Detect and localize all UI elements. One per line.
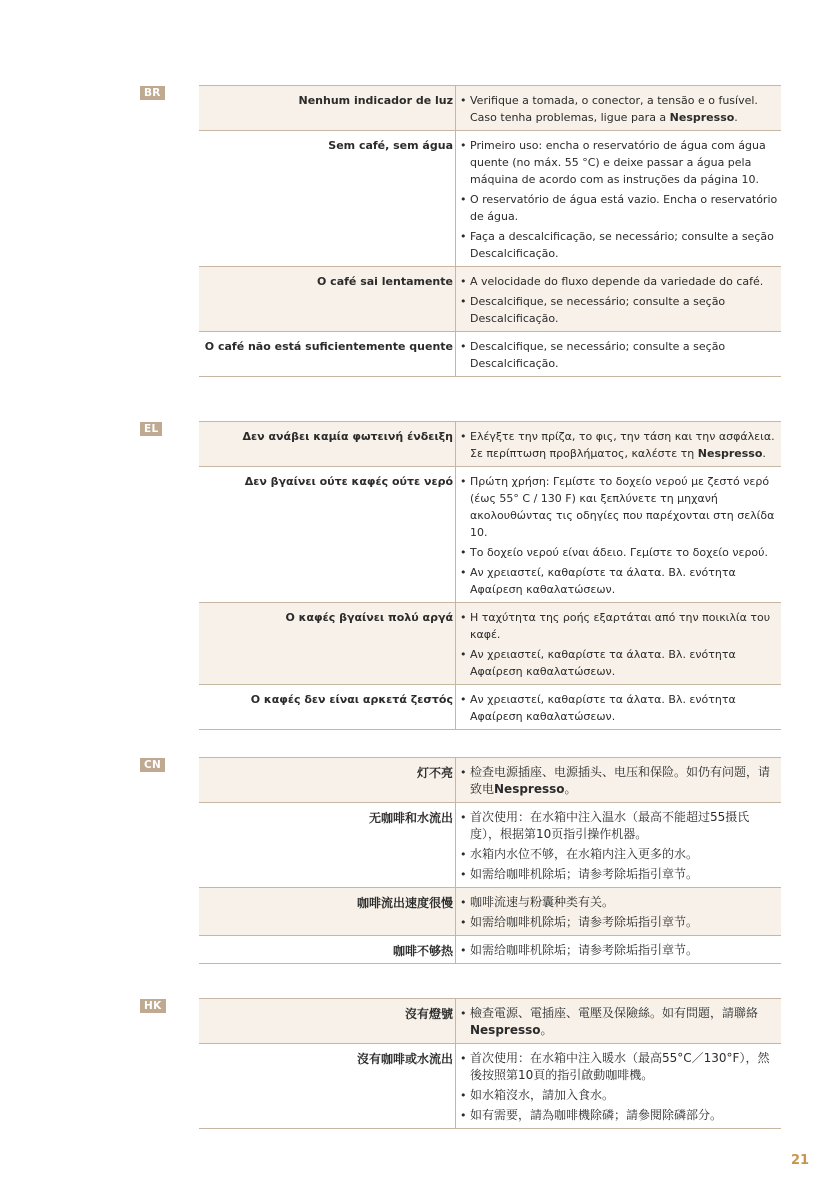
solution-item: • 如水箱沒水，請加入食水。 [460,1088,615,1102]
problem-cell: 咖啡流出速度很慢 [356,896,453,910]
troubleshooting-table-hk [199,998,781,1129]
solution-item: • 水箱内水位不够，在水箱内注入更多的水。 [460,847,699,861]
language-tag-cn: CN [140,758,165,772]
troubleshooting-table-el [199,421,781,730]
table-row [199,936,781,964]
table-row [199,267,781,332]
solution-item: • Η ταχύτητα της ροής εξαρτάται από την ποικιλία του καφέ. [460,611,771,641]
problem-cell: O café não está suficientemente quente [204,340,453,353]
solution-item: • 首次使用：在水箱中注入温水（最高不能超过55摄氏度），根据第10页指引操作机器。 [460,810,750,841]
solution-item: • Το δοχείο νερού είναι άδειο. Γεμίστε το δοχείο νερού. [460,546,769,559]
solution-item: • 如需给咖啡机除垢；请参考除垢指引章节。 [460,943,699,957]
table-row [199,803,781,888]
problem-cell: 咖啡不够热 [392,944,453,958]
table-row [199,422,781,467]
solution-item: • Primeiro uso: encha o reservatório de água com água quente (no máx. 55 °C) e deixe passar a água pela máquina de acordo com as instruções da página 10. [460,139,766,186]
solution-item: • Αν χρειαστεί, καθαρίστε τα άλατα. Βλ. ενότητα Αφαίρεση καθαλατώσεων. [460,648,736,678]
problem-cell: Ο καφές δεν είναι αρκετά ζεστός [250,693,453,706]
table-row [199,86,781,131]
solution-item: • Πρώτη χρήση: Γεμίστε το δοχείο νερού με ζεστό νερό (έως 55° C / 130 F) και ξεπλύνετε τη μηχανή ακολουθώντας τις οδηγίες που παρέχονται στη σελίδα 10. [460,475,775,539]
problem-cell: 灯不亮 [416,766,453,780]
table-row [199,888,781,936]
table-row [199,1044,781,1129]
solution-item: • 如有需要，請為咖啡機除磷；請參閱除磷部分。 [460,1108,723,1122]
solution-item: • Αν χρειαστεί, καθαρίστε τα άλατα. Βλ. ενότητα Αφαίρεση καθαλατώσεων. [460,693,736,723]
problem-cell: Δεν βγαίνει ούτε καφές ούτε νερό [244,475,453,488]
solution-item: • 首次使用：在水箱中注入暖水（最高55°C／130°F），然後按照第10頁的指引啟動咖啡機。 [460,1051,770,1082]
solution-item: • Ελέγξτε την πρίζα, το φις, την τάση και την ασφάλεια. Σε περίπτωση προβλήματος, καλέστε τη Nespresso. [460,430,775,460]
table-row [199,603,781,685]
solution-item: • Faça a descalcificação, se necessário; consulte a seção Descalcificação. [460,230,774,260]
brand-name: Nespresso [494,782,565,796]
problem-cell: Sem café, sem água [328,139,453,152]
solution-item: • 咖啡流速与粉囊种类有关。 [460,895,615,909]
brand-name: Nespresso [470,1023,541,1037]
solution-item: • Descalcifique, se necessário; consulte a seção Descalcificação. [460,295,726,325]
language-tag-el: EL [140,422,162,436]
solution-item: • 如需给咖啡机除垢；请参考除垢指引章节。 [460,867,699,881]
problem-cell: 沒有燈號 [404,1007,453,1021]
table-row [199,332,781,377]
solution-item: • 检查电源插座、电源插头、电压和保险。如仍有问题，请致电Nespresso。 [460,765,771,796]
solution-item: • Descalcifique, se necessário; consulte a seção Descalcificação. [460,340,726,370]
troubleshooting-table-cn [199,757,781,964]
page-number: 21 [791,1153,810,1168]
problem-cell: O café sai lentamente [317,275,453,288]
table-row [199,131,781,267]
solution-item: • 檢查電源、電插座、電壓及保險絲。如有問題，請聯絡 Nespresso。 [460,1006,759,1037]
table-row [199,467,781,603]
table-row [199,758,781,803]
solution-item: • O reservatório de água está vazio. Encha o reservatório de água. [460,193,778,223]
problem-cell: 无咖啡和水流出 [368,811,453,825]
solution-item: • 如需给咖啡机除垢；请参考除垢指引章节。 [460,915,699,929]
brand-name: Nespresso [697,447,763,460]
troubleshooting-table-br [199,85,781,377]
language-tag-hk: HK [140,999,166,1013]
problem-cell: 沒有咖啡或水流出 [356,1052,453,1066]
solution-item: • A velocidade do fluxo depende da variedade do café. [460,275,764,288]
problem-cell: Δεν ανάβει καμία φωτεινή ένδειξη [242,430,453,443]
language-tag-br: BR [140,86,165,100]
solution-item: • Verifique a tomada, o conector, a tensão e o fusível. Caso tenha problemas, ligue para a Nespresso. [460,94,758,124]
problem-cell: Nenhum indicador de luz [298,94,453,107]
table-row [199,999,781,1044]
brand-name: Nespresso [669,111,735,124]
problem-cell: Ο καφές βγαίνει πολύ αργά [285,611,453,624]
table-row [199,685,781,730]
solution-item: • Αν χρειαστεί, καθαρίστε τα άλατα. Βλ. ενότητα Αφαίρεση καθαλατώσεων. [460,566,736,596]
